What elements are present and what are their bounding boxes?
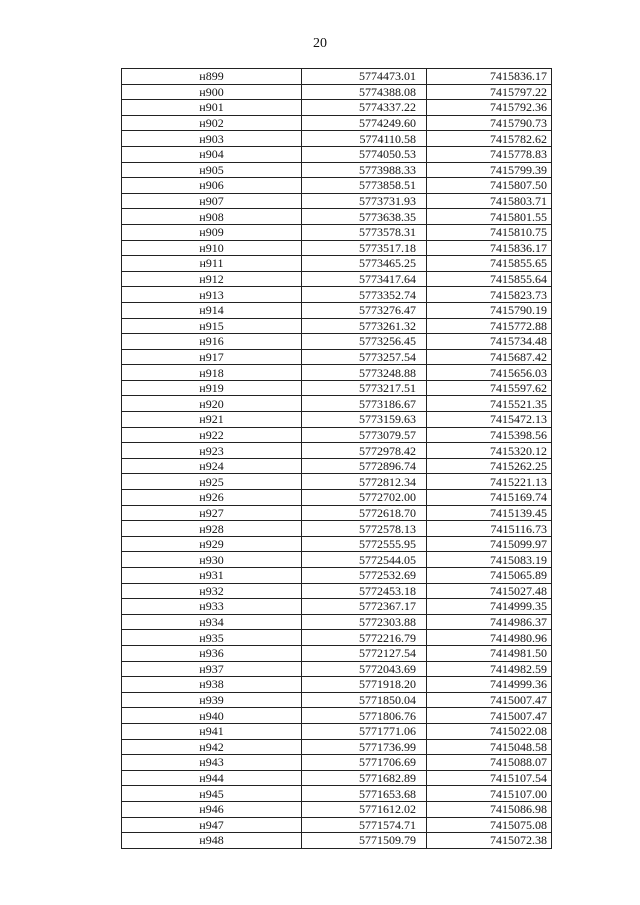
y-coordinate-cell: 7415083.19 [427, 552, 552, 568]
y-coordinate-cell: 7415086.98 [427, 801, 552, 817]
x-coordinate-cell: 5771806.76 [302, 708, 427, 724]
point-id-cell: н917 [122, 349, 302, 365]
y-coordinate-cell: 7415823.73 [427, 287, 552, 303]
y-coordinate-cell: 7415778.83 [427, 146, 552, 162]
table-row [122, 786, 552, 802]
table-row [122, 240, 552, 256]
x-coordinate-cell: 5772544.05 [302, 552, 427, 568]
y-coordinate-cell: 7415116.73 [427, 521, 552, 537]
y-coordinate-cell: 7415022.08 [427, 723, 552, 739]
point-id-cell: н908 [122, 209, 302, 225]
table-row [122, 69, 552, 85]
table-row [122, 801, 552, 817]
x-coordinate-cell: 5773159.63 [302, 412, 427, 428]
table-row [122, 645, 552, 661]
point-id-cell: н932 [122, 583, 302, 599]
y-coordinate-cell: 7415656.03 [427, 365, 552, 381]
point-id-cell: н944 [122, 770, 302, 786]
point-id-cell: н902 [122, 115, 302, 131]
y-coordinate-cell: 7414999.35 [427, 599, 552, 615]
x-coordinate-cell: 5773465.25 [302, 256, 427, 272]
table-row [122, 630, 552, 646]
x-coordinate-cell: 5772555.95 [302, 536, 427, 552]
y-coordinate-cell: 7414982.59 [427, 661, 552, 677]
coordinates-table [121, 68, 552, 849]
x-coordinate-cell: 5773079.57 [302, 427, 427, 443]
point-id-cell: н906 [122, 178, 302, 194]
y-coordinate-cell: 7415836.17 [427, 69, 552, 85]
x-coordinate-cell: 5773858.51 [302, 178, 427, 194]
table-row [122, 443, 552, 459]
point-id-cell: н907 [122, 193, 302, 209]
point-id-cell: н939 [122, 692, 302, 708]
x-coordinate-cell: 5773517.18 [302, 240, 427, 256]
x-coordinate-cell: 5771682.89 [302, 770, 427, 786]
table-row [122, 723, 552, 739]
table-row [122, 349, 552, 365]
table-row [122, 661, 552, 677]
table-row [122, 458, 552, 474]
table-row [122, 287, 552, 303]
point-id-cell: н942 [122, 739, 302, 755]
x-coordinate-cell: 5772367.17 [302, 599, 427, 615]
y-coordinate-cell: 7415398.56 [427, 427, 552, 443]
table-row [122, 583, 552, 599]
y-coordinate-cell: 7415221.13 [427, 474, 552, 490]
point-id-cell: н922 [122, 427, 302, 443]
coordinates-table-body [122, 69, 552, 849]
point-id-cell: н940 [122, 708, 302, 724]
y-coordinate-cell: 7415790.73 [427, 115, 552, 131]
point-id-cell: н931 [122, 568, 302, 584]
table-row [122, 552, 552, 568]
x-coordinate-cell: 5772618.70 [302, 505, 427, 521]
x-coordinate-cell: 5772812.34 [302, 474, 427, 490]
y-coordinate-cell: 7415262.25 [427, 458, 552, 474]
table-row [122, 318, 552, 334]
x-coordinate-cell: 5773217.51 [302, 380, 427, 396]
table-row [122, 412, 552, 428]
x-coordinate-cell: 5771850.04 [302, 692, 427, 708]
y-coordinate-cell: 7415597.62 [427, 380, 552, 396]
x-coordinate-cell: 5773186.67 [302, 396, 427, 412]
x-coordinate-cell: 5774050.53 [302, 146, 427, 162]
x-coordinate-cell: 5772127.54 [302, 645, 427, 661]
point-id-cell: н928 [122, 521, 302, 537]
page-number: 20 [313, 36, 327, 51]
table-row [122, 708, 552, 724]
table-row [122, 84, 552, 100]
point-id-cell: н937 [122, 661, 302, 677]
table-row [122, 521, 552, 537]
point-id-cell: н903 [122, 131, 302, 147]
y-coordinate-cell: 7415521.35 [427, 396, 552, 412]
point-id-cell: н918 [122, 365, 302, 381]
point-id-cell: н935 [122, 630, 302, 646]
point-id-cell: н927 [122, 505, 302, 521]
point-id-cell: н930 [122, 552, 302, 568]
x-coordinate-cell: 5774249.60 [302, 115, 427, 131]
y-coordinate-cell: 7415792.36 [427, 100, 552, 116]
table-row [122, 193, 552, 209]
x-coordinate-cell: 5772453.18 [302, 583, 427, 599]
point-id-cell: н936 [122, 645, 302, 661]
x-coordinate-cell: 5771771.06 [302, 723, 427, 739]
point-id-cell: н925 [122, 474, 302, 490]
table-row [122, 536, 552, 552]
y-coordinate-cell: 7415782.62 [427, 131, 552, 147]
table-row [122, 271, 552, 287]
x-coordinate-cell: 5773578.31 [302, 224, 427, 240]
y-coordinate-cell: 7415855.64 [427, 271, 552, 287]
table-row [122, 100, 552, 116]
table-row [122, 115, 552, 131]
table-row [122, 770, 552, 786]
y-coordinate-cell: 7415687.42 [427, 349, 552, 365]
y-coordinate-cell: 7415320.12 [427, 443, 552, 459]
x-coordinate-cell: 5771736.99 [302, 739, 427, 755]
table-row [122, 302, 552, 318]
y-coordinate-cell: 7415855.65 [427, 256, 552, 272]
point-id-cell: н923 [122, 443, 302, 459]
x-coordinate-cell: 5772978.42 [302, 443, 427, 459]
point-id-cell: н921 [122, 412, 302, 428]
point-id-cell: н899 [122, 69, 302, 85]
table-row [122, 209, 552, 225]
table-row [122, 833, 552, 849]
x-coordinate-cell: 5773257.54 [302, 349, 427, 365]
point-id-cell: н933 [122, 599, 302, 615]
x-coordinate-cell: 5773988.33 [302, 162, 427, 178]
y-coordinate-cell: 7415007.47 [427, 708, 552, 724]
table-row [122, 131, 552, 147]
point-id-cell: н901 [122, 100, 302, 116]
y-coordinate-cell: 7415007.47 [427, 692, 552, 708]
x-coordinate-cell: 5771918.20 [302, 677, 427, 693]
point-id-cell: н920 [122, 396, 302, 412]
y-coordinate-cell: 7414999.36 [427, 677, 552, 693]
table-row [122, 162, 552, 178]
table-row [122, 474, 552, 490]
point-id-cell: н910 [122, 240, 302, 256]
table-row [122, 224, 552, 240]
point-id-cell: н926 [122, 490, 302, 506]
x-coordinate-cell: 5773417.64 [302, 271, 427, 287]
y-coordinate-cell: 7415139.45 [427, 505, 552, 521]
x-coordinate-cell: 5774110.58 [302, 131, 427, 147]
y-coordinate-cell: 7414981.50 [427, 645, 552, 661]
table-row [122, 256, 552, 272]
table-row [122, 427, 552, 443]
y-coordinate-cell: 7415088.07 [427, 755, 552, 771]
x-coordinate-cell: 5771574.71 [302, 817, 427, 833]
x-coordinate-cell: 5772216.79 [302, 630, 427, 646]
point-id-cell: н912 [122, 271, 302, 287]
y-coordinate-cell: 7415065.89 [427, 568, 552, 584]
y-coordinate-cell: 7415472.13 [427, 412, 552, 428]
table-row [122, 146, 552, 162]
table-row [122, 178, 552, 194]
x-coordinate-cell: 5771509.79 [302, 833, 427, 849]
x-coordinate-cell: 5773261.32 [302, 318, 427, 334]
point-id-cell: н924 [122, 458, 302, 474]
point-id-cell: н943 [122, 755, 302, 771]
x-coordinate-cell: 5771653.68 [302, 786, 427, 802]
point-id-cell: н946 [122, 801, 302, 817]
x-coordinate-cell: 5773276.47 [302, 302, 427, 318]
point-id-cell: н904 [122, 146, 302, 162]
table-row [122, 396, 552, 412]
x-coordinate-cell: 5774473.01 [302, 69, 427, 85]
y-coordinate-cell: 7414980.96 [427, 630, 552, 646]
y-coordinate-cell: 7414986.37 [427, 614, 552, 630]
x-coordinate-cell: 5773638.35 [302, 209, 427, 225]
x-coordinate-cell: 5773352.74 [302, 287, 427, 303]
point-id-cell: н900 [122, 84, 302, 100]
x-coordinate-cell: 5772896.74 [302, 458, 427, 474]
point-id-cell: н911 [122, 256, 302, 272]
point-id-cell: н914 [122, 302, 302, 318]
point-id-cell: н947 [122, 817, 302, 833]
table-row [122, 365, 552, 381]
table-row [122, 739, 552, 755]
x-coordinate-cell: 5773248.88 [302, 365, 427, 381]
table-row [122, 505, 552, 521]
table-row [122, 599, 552, 615]
table-row [122, 334, 552, 350]
y-coordinate-cell: 7415803.71 [427, 193, 552, 209]
y-coordinate-cell: 7415797.22 [427, 84, 552, 100]
x-coordinate-cell: 5772043.69 [302, 661, 427, 677]
y-coordinate-cell: 7415734.48 [427, 334, 552, 350]
y-coordinate-cell: 7415790.19 [427, 302, 552, 318]
y-coordinate-cell: 7415807.50 [427, 178, 552, 194]
point-id-cell: н934 [122, 614, 302, 630]
y-coordinate-cell: 7415772.88 [427, 318, 552, 334]
point-id-cell: н945 [122, 786, 302, 802]
point-id-cell: н938 [122, 677, 302, 693]
table-row [122, 692, 552, 708]
x-coordinate-cell: 5774388.08 [302, 84, 427, 100]
table-row [122, 817, 552, 833]
x-coordinate-cell: 5771612.02 [302, 801, 427, 817]
x-coordinate-cell: 5774337.22 [302, 100, 427, 116]
y-coordinate-cell: 7415169.74 [427, 490, 552, 506]
x-coordinate-cell: 5772532.69 [302, 568, 427, 584]
y-coordinate-cell: 7415799.39 [427, 162, 552, 178]
y-coordinate-cell: 7415810.75 [427, 224, 552, 240]
y-coordinate-cell: 7415801.55 [427, 209, 552, 225]
point-id-cell: н929 [122, 536, 302, 552]
y-coordinate-cell: 7415099.97 [427, 536, 552, 552]
y-coordinate-cell: 7415027.48 [427, 583, 552, 599]
y-coordinate-cell: 7415836.17 [427, 240, 552, 256]
y-coordinate-cell: 7415048.58 [427, 739, 552, 755]
y-coordinate-cell: 7415107.00 [427, 786, 552, 802]
table-row [122, 380, 552, 396]
x-coordinate-cell: 5773256.45 [302, 334, 427, 350]
y-coordinate-cell: 7415072.38 [427, 833, 552, 849]
y-coordinate-cell: 7415075.08 [427, 817, 552, 833]
x-coordinate-cell: 5772578.13 [302, 521, 427, 537]
point-id-cell: н909 [122, 224, 302, 240]
point-id-cell: н915 [122, 318, 302, 334]
table-row [122, 614, 552, 630]
point-id-cell: н905 [122, 162, 302, 178]
x-coordinate-cell: 5773731.93 [302, 193, 427, 209]
point-id-cell: н948 [122, 833, 302, 849]
point-id-cell: н913 [122, 287, 302, 303]
point-id-cell: н919 [122, 380, 302, 396]
point-id-cell: н916 [122, 334, 302, 350]
table-row [122, 568, 552, 584]
table-row [122, 490, 552, 506]
table-row [122, 677, 552, 693]
table-row [122, 755, 552, 771]
x-coordinate-cell: 5771706.69 [302, 755, 427, 771]
x-coordinate-cell: 5772303.88 [302, 614, 427, 630]
y-coordinate-cell: 7415107.54 [427, 770, 552, 786]
x-coordinate-cell: 5772702.00 [302, 490, 427, 506]
point-id-cell: н941 [122, 723, 302, 739]
